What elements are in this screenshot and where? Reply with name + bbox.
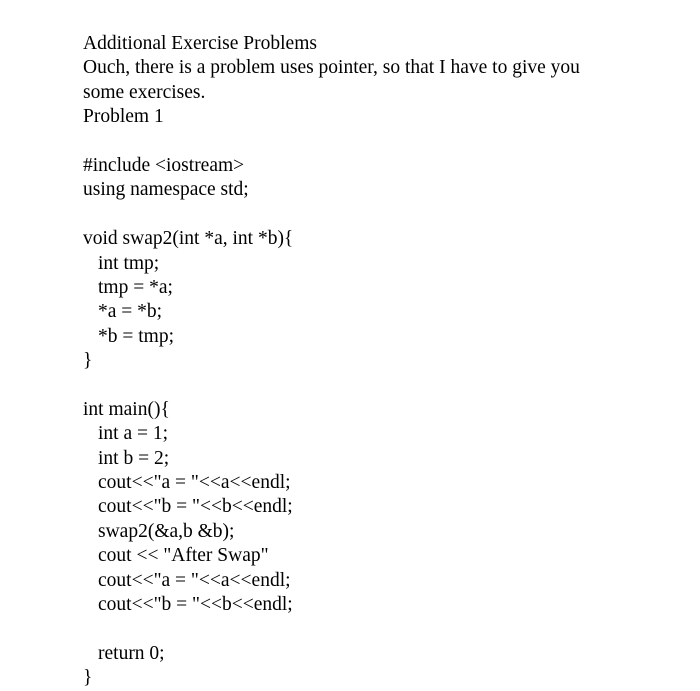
code-swap-line: tmp = *a;: [98, 276, 173, 298]
blank-line: [83, 617, 683, 641]
code-swap-line: *a = *b;: [98, 301, 163, 323]
blank-line: [83, 373, 683, 397]
document: [83, 32, 683, 691]
code-swap-close-brace: }: [83, 350, 93, 372]
code-main-line: swap2(&a,b &b);: [98, 520, 235, 542]
code-main-close-brace: }: [83, 667, 93, 689]
code-main-line: cout<<"b = "<<b<<endl;: [98, 496, 293, 518]
code-main-line: cout << "After Swap": [98, 545, 269, 567]
intro-text-line-2: some exercises.: [83, 81, 206, 103]
code-main-line: int a = 1;: [98, 423, 169, 445]
code-main-line: cout<<"b = "<<b<<endl;: [98, 593, 293, 615]
problem-label: Problem 1: [83, 106, 164, 128]
blank-line: [83, 203, 683, 227]
code-main-line: cout<<"a = "<<a<<endl;: [98, 569, 291, 591]
code-main-signature: int main(){: [83, 398, 170, 420]
code-namespace-line: using namespace std;: [83, 179, 249, 201]
code-main-line: cout<<"a = "<<a<<endl;: [98, 472, 291, 494]
code-main-line: int b = 2;: [98, 447, 170, 469]
code-swap-line: int tmp;: [98, 252, 160, 274]
intro-text-line-1: Ouch, there is a problem uses pointer, so that I have to give you: [83, 57, 580, 79]
code-swap-signature: void swap2(int *a, int *b){: [83, 228, 294, 250]
code-include-line: #include <iostream>: [83, 154, 245, 176]
code-swap-line: *b = tmp;: [98, 325, 175, 347]
code-main-return: return 0;: [98, 642, 165, 664]
blank-line: [83, 130, 683, 154]
heading: Additional Exercise Problems: [83, 33, 317, 54]
